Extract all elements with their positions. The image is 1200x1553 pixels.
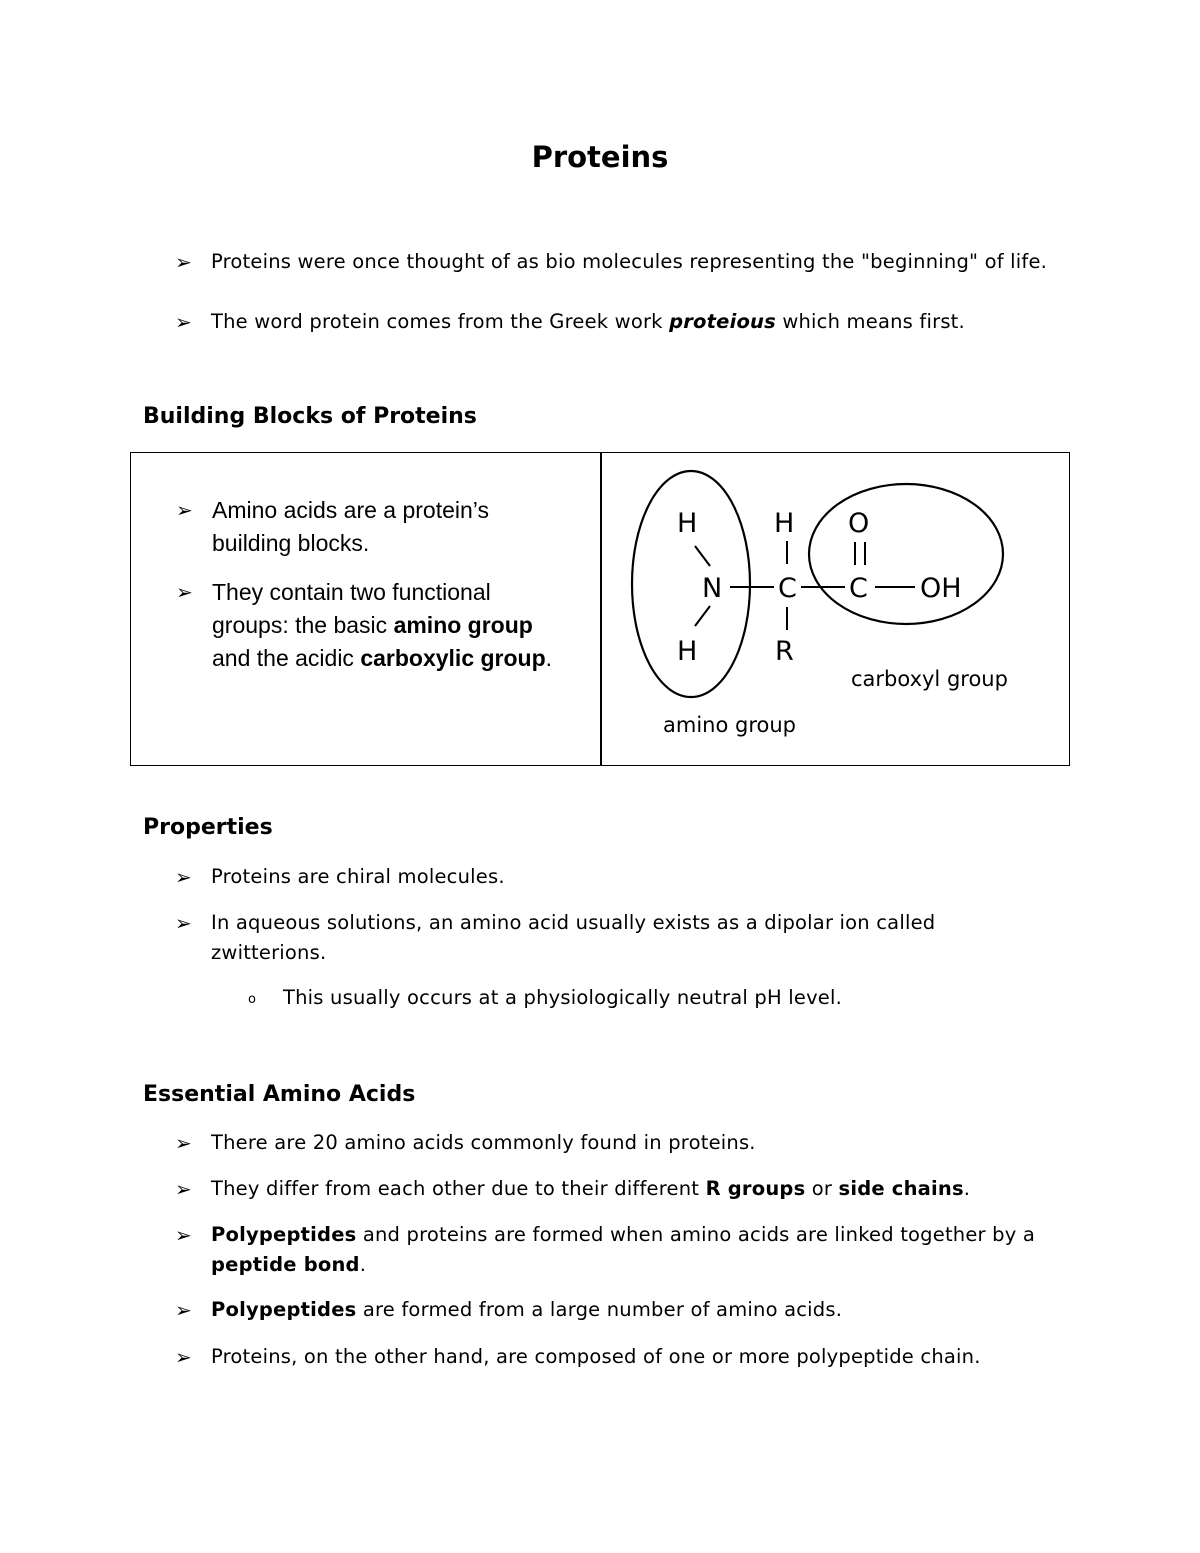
list-item: Polypeptides are formed from a large number of amino acids.	[211, 1298, 843, 1321]
sub-bullet-icon: o	[248, 992, 256, 1007]
atom-oh: OH	[920, 573, 962, 604]
bullet-icon: ➢	[176, 580, 193, 604]
list-item: There are 20 amino acids commonly found in proteins.	[211, 1131, 756, 1154]
list-item: Proteins, on the other hand, are composed of one or more polypeptide chain.	[211, 1345, 981, 1368]
atom-n: N	[702, 573, 723, 604]
table-list-item: They contain two functional groups: the basic amino group and the acidic carboxylic group.	[212, 579, 553, 671]
bullet-icon: ➢	[175, 1345, 192, 1369]
bullet-icon: ➢	[175, 1177, 192, 1201]
bond-h-n-top	[695, 546, 710, 566]
page-title: Proteins	[531, 140, 669, 174]
section-heading-essential-amino-acids: Essential Amino Acids	[143, 1082, 416, 1107]
atom-h-alpha: H	[774, 508, 795, 539]
bond-h-n-bottom	[695, 606, 710, 626]
carboxyl-group-ellipse	[809, 484, 1003, 624]
bullet-icon: ➢	[175, 1223, 192, 1247]
table-list-item: Amino acids are a protein’s building blocks.	[212, 497, 489, 556]
list-item: The word protein comes from the Greek work proteious which means first.	[211, 310, 965, 333]
section-heading-building-blocks: Building Blocks of Proteins	[143, 404, 477, 429]
bullet-icon: ➢	[175, 1131, 192, 1155]
bullet-icon: ➢	[175, 865, 192, 889]
bullet-icon: ➢	[176, 498, 193, 522]
bullet-icon: ➢	[175, 911, 192, 935]
list-item: Polypeptides and proteins are formed when amino acids are linked together by a peptide bond.	[211, 1223, 1036, 1276]
label-amino-group: amino group	[663, 713, 796, 737]
bullet-icon: ➢	[175, 250, 192, 274]
list-item: Proteins are chiral molecules.	[211, 865, 505, 888]
atom-h-top: H	[677, 508, 698, 539]
section-heading-properties: Properties	[143, 815, 273, 840]
sub-list-item: This usually occurs at a physiologically neutral pH level.	[283, 986, 843, 1009]
atom-o: O	[848, 508, 870, 539]
list-item: They differ from each other due to their different R groups or side chains.	[211, 1177, 971, 1200]
atom-c-carboxyl: C	[849, 573, 868, 604]
amino-acid-structure-diagram	[602, 454, 1068, 764]
atom-c-alpha: C	[778, 573, 797, 604]
list-item: In aqueous solutions, an amino acid usually exists as a dipolar ion called zwitterions.	[211, 911, 936, 964]
label-carboxyl-group: carboxyl group	[851, 667, 1008, 691]
bullet-icon: ➢	[175, 310, 192, 334]
emphasis-term: proteious	[669, 310, 776, 333]
list-item: Proteins were once thought of as bio molecules representing the "beginning" of life.	[211, 250, 1048, 273]
bullet-icon: ➢	[175, 1298, 192, 1322]
atom-r: R	[775, 636, 794, 667]
atom-h-bottom: H	[677, 636, 698, 667]
